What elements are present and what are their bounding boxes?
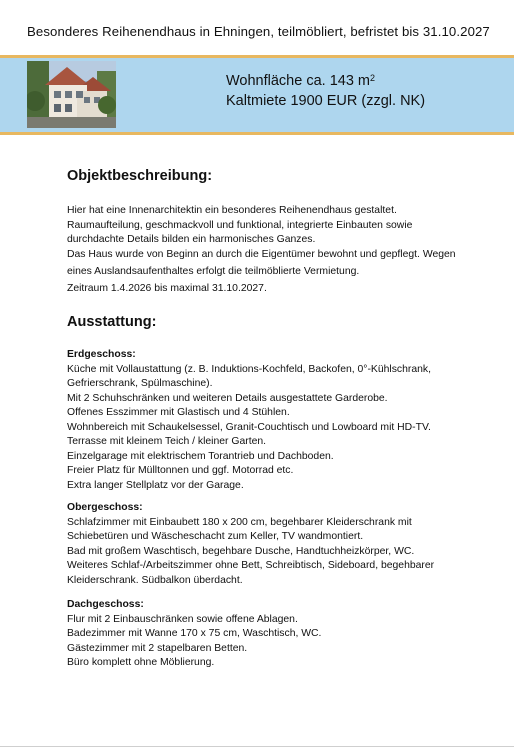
house-photo-image (27, 61, 116, 128)
attic-title: Dachgeschoss: (67, 599, 144, 610)
list-item: Bad mit großem Waschtisch, begehbare Dusche, Handtuchheizkörper, WC. (67, 545, 415, 557)
list-item: Gästezimmer mit 2 stapelbaren Betten. (67, 642, 248, 654)
key-facts (226, 71, 425, 111)
equipment-heading: Ausstattung: (67, 314, 157, 330)
ground-floor-title: Erdgeschoss: (67, 349, 136, 360)
list-item: Terrasse mit kleinem Teich / kleiner Garten. (67, 436, 267, 447)
list-item: Büro komplett ohne Möblierung. (67, 657, 215, 668)
living-area: Wohnfläche ca. 143 $m^2$ (226, 73, 376, 89)
list-item: Schlafzimmer mit Einbaubett 180 x 200 cm, begehbarer Kleiderschrank mit (67, 516, 412, 528)
house-photo (27, 61, 116, 128)
ground-floor-section (67, 348, 431, 493)
description-text (67, 204, 456, 296)
list-item: Extra langer Stellplatz vor der Garage. (67, 479, 244, 491)
list-item: Flur mit 2 Einbauschränken sowie offene Ablagen. (67, 613, 298, 625)
description-line: Zeitraum 1.4.2026 bis maximal 31.10.2027. (67, 282, 267, 294)
rent: Kaltmiete 1900 EUR (zzgl. NK) (226, 93, 426, 109)
attic-section (67, 598, 321, 671)
list-item: Küche mit Vollaustattung (z. B. Induktions-Kochfeld, Backofen, 0°-Kühlschrank, (67, 363, 431, 375)
description-line: eines Auslandsaufenthaltes erfolgt die teilmöblierte Vermietung. (67, 266, 360, 277)
description-line: Raumaufteilung, geschmackvoll und funktional, integrierte Einbauten sowie (67, 219, 413, 231)
list-item: Weiteres Schlaf-/Arbeitszimmer ohne Bett, Schreibtisch, Sideboard, begehbarer (67, 560, 435, 571)
list-item: Einzelgarage mit elektrischem Torantrieb und Dachboden. (67, 450, 334, 462)
list-item: Freier Platz für Mülltonnen und ggf. Motorrad etc. (67, 465, 294, 476)
list-item: Badezimmer mit Wanne 170 x 75 cm, Waschtisch, WC. (67, 628, 322, 639)
info-banner (0, 55, 514, 135)
description-line: Das Haus wurde von Beginn an durch die Eigentümer bewohnt und gepflegt. Wegen (67, 248, 456, 260)
description-line: durchdachte Details bilden ein harmonisches Ganzes. (67, 234, 316, 245)
description-line: Hier hat eine Innenarchitektin ein besonderes Reihenendhaus gestaltet. (67, 205, 397, 216)
list-item: Offenes Esszimmer mit Glastisch und 4 Stühlen. (67, 407, 290, 418)
list-item: Kleiderschrank. Südbalkon überdacht. (67, 574, 243, 586)
document-title: Besonderes Reihenendhaus in Ehningen, teilmöbliert, befristet bis 31.10.2027 (27, 24, 490, 39)
description-heading: Objektbeschreibung: (67, 168, 213, 184)
list-item: Mit 2 Schuhschränken und weiteren Details ausgestattete Garderobe. (67, 392, 388, 404)
upper-floor-section (67, 501, 434, 588)
page-bottom-divider (0, 746, 514, 747)
list-item: Wohnbereich mit Schaukelsessel, Granit-Couchtisch und Lowboard mit HD-TV. (67, 421, 431, 433)
list-item: Schiebetüren und Wäscheschacht zum Keller, TV wandmontiert. (67, 531, 364, 542)
list-item: Gefrierschrank, Spülmaschine). (67, 378, 213, 389)
upper-floor-title: Obergeschoss: (67, 502, 143, 513)
